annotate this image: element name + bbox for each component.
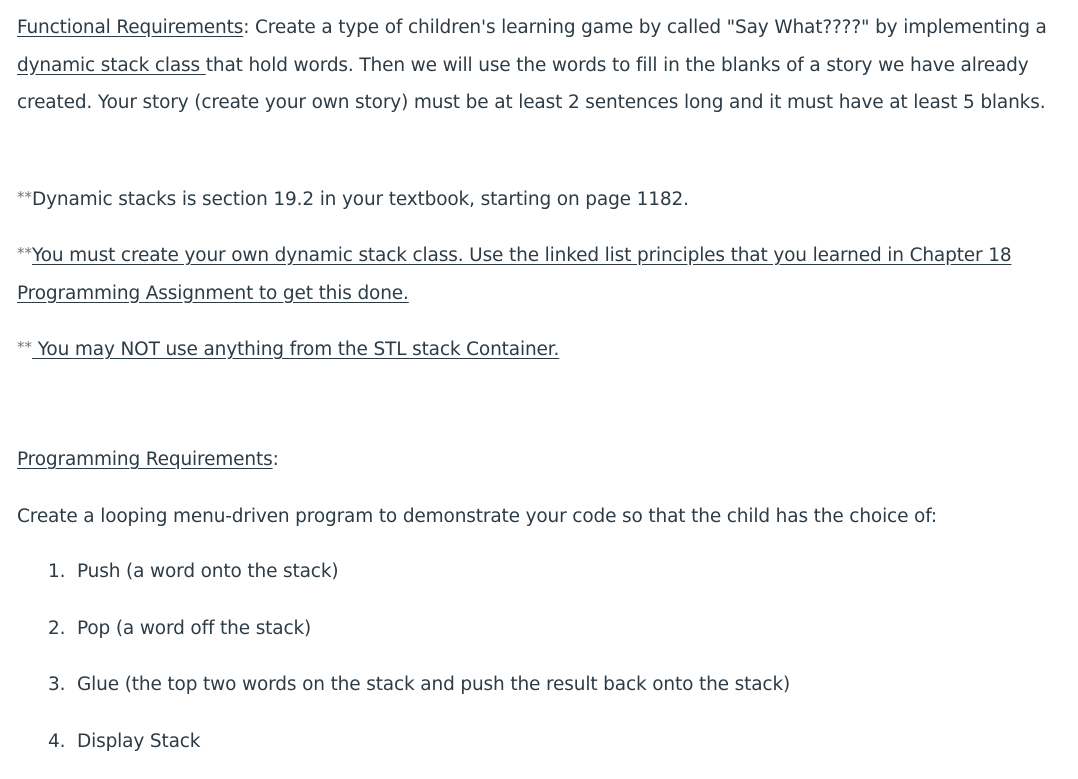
list-item-text: Display Stack (77, 731, 200, 752)
programming-intro: Create a looping menu-driven program to demonstrate your code so that the child has the choice of: (17, 498, 1062, 536)
list-item (48, 723, 790, 779)
note-3-text: You may NOT use anything from the STL stack Container. (32, 339, 559, 360)
note-stars: ** (17, 244, 32, 262)
functional-text-1: Create a type of children's learning game by called "Say What????" by implementing a (249, 17, 1046, 38)
list-item-text: Pop (a word off the stack) (77, 618, 311, 639)
functional-requirements-heading: Functional Requirements (17, 17, 243, 38)
list-item-number: 3. (48, 666, 77, 704)
list-item (48, 610, 790, 667)
list-item (48, 666, 790, 723)
note-no-stl (17, 329, 1062, 369)
programming-requirements-heading: Programming Requirements (17, 449, 273, 470)
note-stars: ** (17, 188, 32, 206)
note-textbook-section (17, 179, 1062, 219)
list-item-text: Push (a word onto the stack) (77, 561, 338, 582)
list-item-number: 2. (48, 610, 77, 648)
list-item-number: 4. (48, 723, 77, 761)
programming-requirements-heading-line (17, 441, 1062, 479)
menu-options-list (48, 553, 790, 779)
dynamic-stack-class-link[interactable]: dynamic stack class (17, 55, 206, 76)
note-1-text: Dynamic stacks is section 19.2 in your textbook, starting on page 1182. (32, 189, 689, 210)
list-item-number: 1. (48, 553, 77, 591)
list-item (48, 553, 790, 610)
list-item-text: Glue (the top two words on the stack and push the result back onto the stack) (77, 674, 790, 695)
note-stars: ** (17, 338, 32, 356)
functional-text-2: that hold words. Then we will use the words to fill in the blanks of a story we have already created. Your story (create your own story) must be at least 2 sentences long and it must have at least 5 blanks. (17, 55, 1045, 114)
heading-colon: : (243, 17, 249, 38)
heading-colon: : (273, 449, 279, 470)
note-2-text: You must create your own dynamic stack class. Use the linked list principles that you learned in Chapter 18 Programming Assignment to get this done. (17, 245, 1011, 304)
functional-requirements-paragraph (17, 9, 1062, 122)
note-own-stack-class (17, 235, 1062, 312)
